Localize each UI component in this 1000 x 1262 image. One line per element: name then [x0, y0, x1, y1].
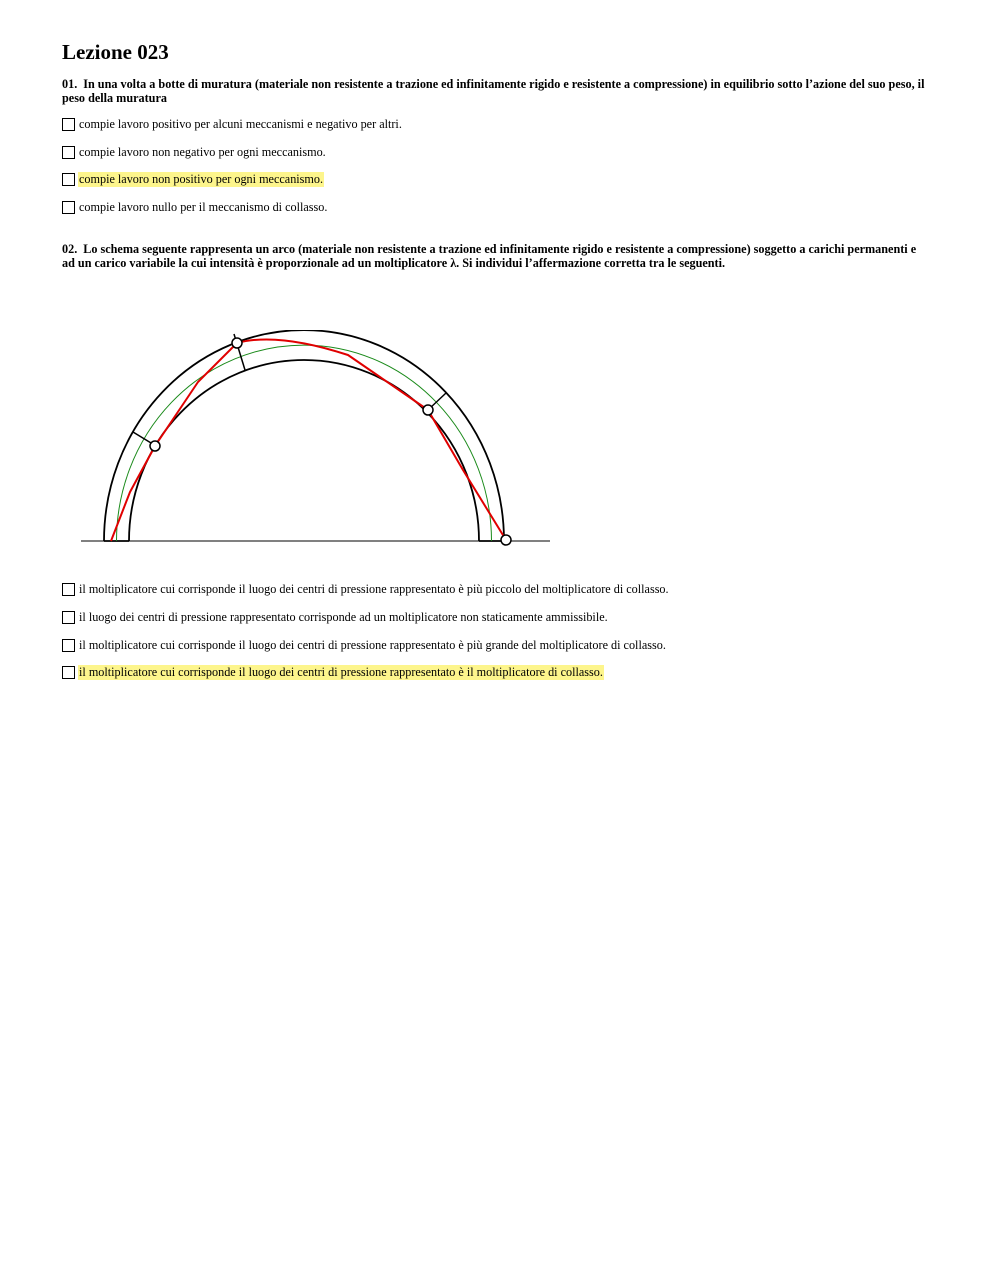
answer-text: il luogo dei centri di pressione rappresentato corrisponde ad un moltiplicatore non staticamente ammissibile. [79, 609, 608, 624]
page-title: Lezione 023 [62, 40, 169, 64]
question-2 [62, 242, 932, 270]
arch-diagram [78, 330, 558, 555]
answer-option[interactable] [62, 609, 609, 625]
thrust-line [111, 339, 506, 541]
checkbox[interactable] [62, 118, 75, 131]
hinge-marker [501, 535, 511, 545]
answer-text: il moltiplicatore cui corrisponde il luogo dei centri di pressione rappresentato è più piccolo del moltiplicatore di collasso. [79, 581, 669, 596]
answer-option[interactable] [62, 116, 403, 132]
answer-text: compie lavoro nullo per il meccanismo di collasso. [79, 199, 328, 214]
question-number: 02. [62, 242, 78, 256]
checkbox[interactable] [62, 173, 75, 186]
answer-option-correct[interactable] [62, 171, 324, 187]
question-1 [62, 77, 932, 105]
arch-centerline [117, 345, 492, 541]
answer-text: compie lavoro non negativo per ogni meccanismo. [79, 144, 326, 159]
hinge-marker [423, 405, 433, 415]
answer-text-highlighted: il moltiplicatore cui corrisponde il luogo dei centri di pressione rappresentato è il moltiplicatore di collasso. [79, 664, 603, 679]
answer-option[interactable] [62, 637, 667, 653]
answer-text: il moltiplicatore cui corrisponde il luogo dei centri di pressione rappresentato è più grande del moltiplicatore di collasso. [79, 637, 666, 652]
answer-text-highlighted: compie lavoro non positivo per ogni meccanismo. [79, 171, 324, 186]
answer-option-correct[interactable] [62, 664, 604, 680]
checkbox[interactable] [62, 666, 75, 679]
answer-option[interactable] [62, 144, 327, 160]
answer-option[interactable] [62, 199, 328, 215]
arch-intrados [129, 360, 479, 541]
checkbox[interactable] [62, 201, 75, 214]
checkbox[interactable] [62, 583, 75, 596]
checkbox[interactable] [62, 146, 75, 159]
checkbox[interactable] [62, 639, 75, 652]
question-number: 01. [62, 77, 78, 91]
answer-text: compie lavoro positivo per alcuni meccanismi e negativo per altri. [79, 116, 402, 131]
hinge-marker [232, 338, 242, 348]
answer-option[interactable] [62, 581, 670, 597]
checkbox[interactable] [62, 611, 75, 624]
question-text: In una volta a botte di muratura (materiale non resistente a trazione ed infinitamente rigido e resistente a compressione) in equilibrio sotto l’azione del suo peso, il peso della muratura [62, 77, 925, 105]
hinge-marker [150, 441, 160, 451]
question-text: Lo schema seguente rappresenta un arco (materiale non resistente a trazione ed infinitamente rigido e resistente a compressione) soggetto a carichi permanenti e ad un carico variabile la cui intensità è proporzionale ad un moltiplicatore λ. Si individui l’affermazione corretta tra le seguenti. [62, 242, 917, 270]
